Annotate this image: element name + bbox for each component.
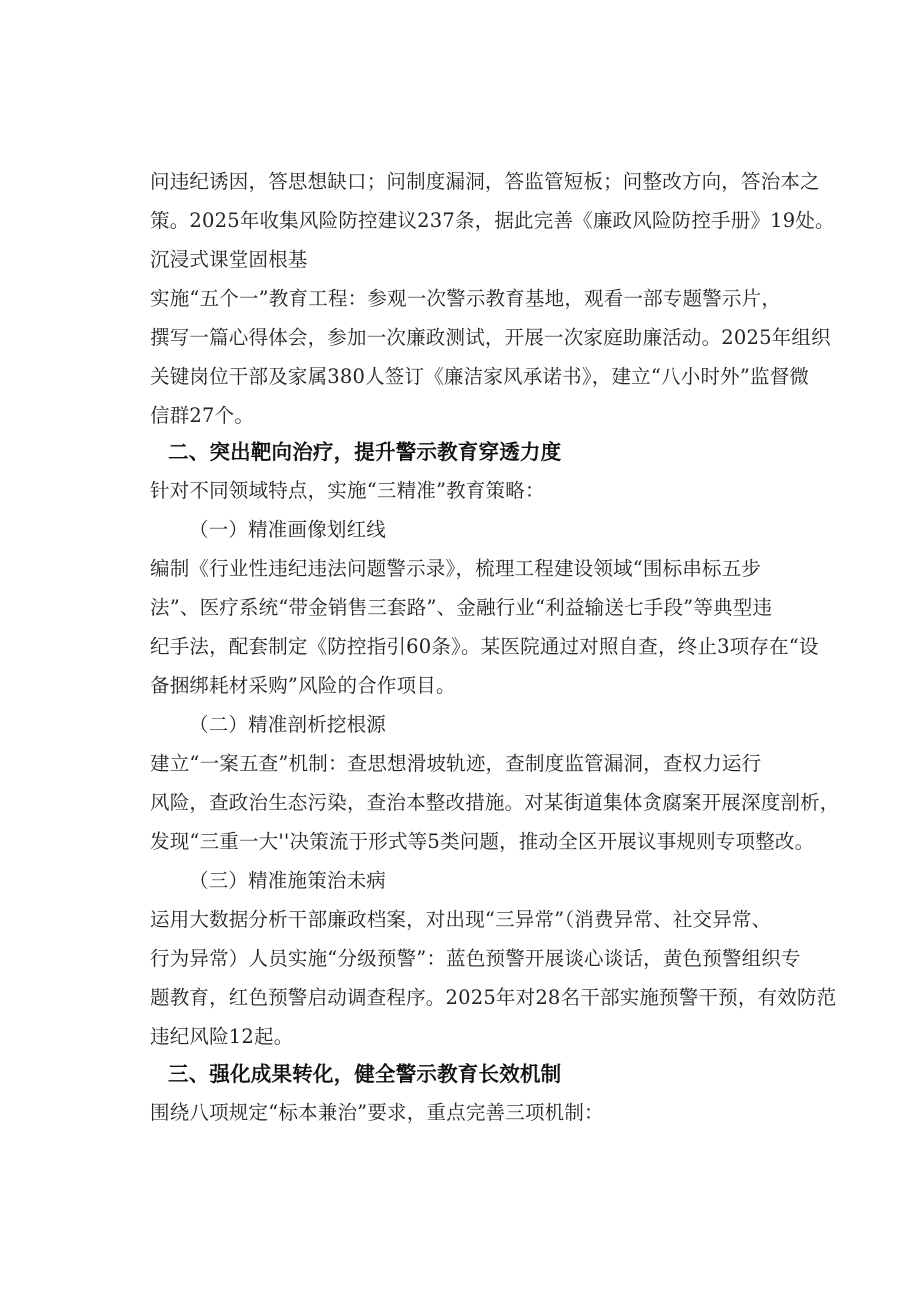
paragraph-line: 撰写一篇心得体会，参加一次廉政测试，开展一次家庭助廉活动。2025年组织: [150, 326, 831, 349]
paragraph-line: 运用大数据分析干部廉政档案，对出现“三异常”（消费异常、社交异常、: [150, 908, 772, 931]
section-heading: 二、突出靶向治疗，提升警示教育穿透力度: [168, 440, 562, 464]
subsection-heading: （二）精准剖析挖根源: [189, 713, 387, 736]
paragraph-line: 发现“三重一大''决策流于形式等5类问题，推动全区开展议事规则专项整改。: [150, 830, 815, 853]
paragraph-line: 关键岗位干部及家属380人签订《廉洁家风承诺书》，建立“八小时外”监督微: [150, 365, 810, 388]
paragraph-line: 违纪风险12起。: [150, 1025, 294, 1048]
paragraph-line: 针对不同领域特点，实施“三精准”教育策略：: [150, 479, 545, 502]
paragraph-line: 围绕八项规定“标本兼治”要求，重点完善三项机制：: [150, 1101, 604, 1124]
paragraph-line: 行为异常）人员实施“分级预警”：蓝色预警开展谈心谈话，黄色预警组织专: [150, 947, 801, 970]
paragraph-line: 纪手法，配套制定《防控指引60条》。某医院通过对照自查，终止3项存在“设: [150, 635, 819, 658]
paragraph-line: 题教育，红色预警启动调查程序。2025年对28名干部实施预警干预，有效防范: [150, 986, 837, 1009]
subsection-heading: （三）精准施策治未病: [189, 869, 387, 892]
paragraph-line: 问违纪诱因，答思想缺口；问制度漏洞，答监管短板；问整改方向，答治本之: [150, 170, 820, 193]
paragraph-line: 风险，查政治生态污染，查治本整改措施。对某街道集体贪腐案开展深度剖析，: [150, 791, 840, 814]
paragraph-line: 策。2025年收集风险防控建议237条，据此完善《廉政风险防控手册》19处。: [150, 209, 835, 232]
section-subtitle: 沉浸式课堂固根基: [150, 248, 308, 271]
paragraph-line: 备捆绑耗材采购”风险的合作项目。: [150, 674, 456, 697]
paragraph-line: 信群27个。: [150, 404, 255, 427]
paragraph-line: 法”、医疗系统“带金销售三套路”、金融行业“利益输送七手段”等典型违: [150, 596, 773, 619]
paragraph-line: 实施“五个一”教育工程：参观一次警示教育基地，观看一部专题警示片，: [150, 287, 782, 310]
paragraph-line: 编制《行业性违纪违法问题警示录》，梳理工程建设领域“围标串标五步: [150, 557, 762, 580]
paragraph-line: 建立“一案五查”机制：查思想滑坡轨迹，查制度监管漏洞，查权力运行: [150, 752, 762, 775]
subsection-heading: （一）精准画像划红线: [189, 518, 387, 541]
section-heading: 三、强化成果转化，健全警示教育长效机制: [168, 1062, 562, 1086]
